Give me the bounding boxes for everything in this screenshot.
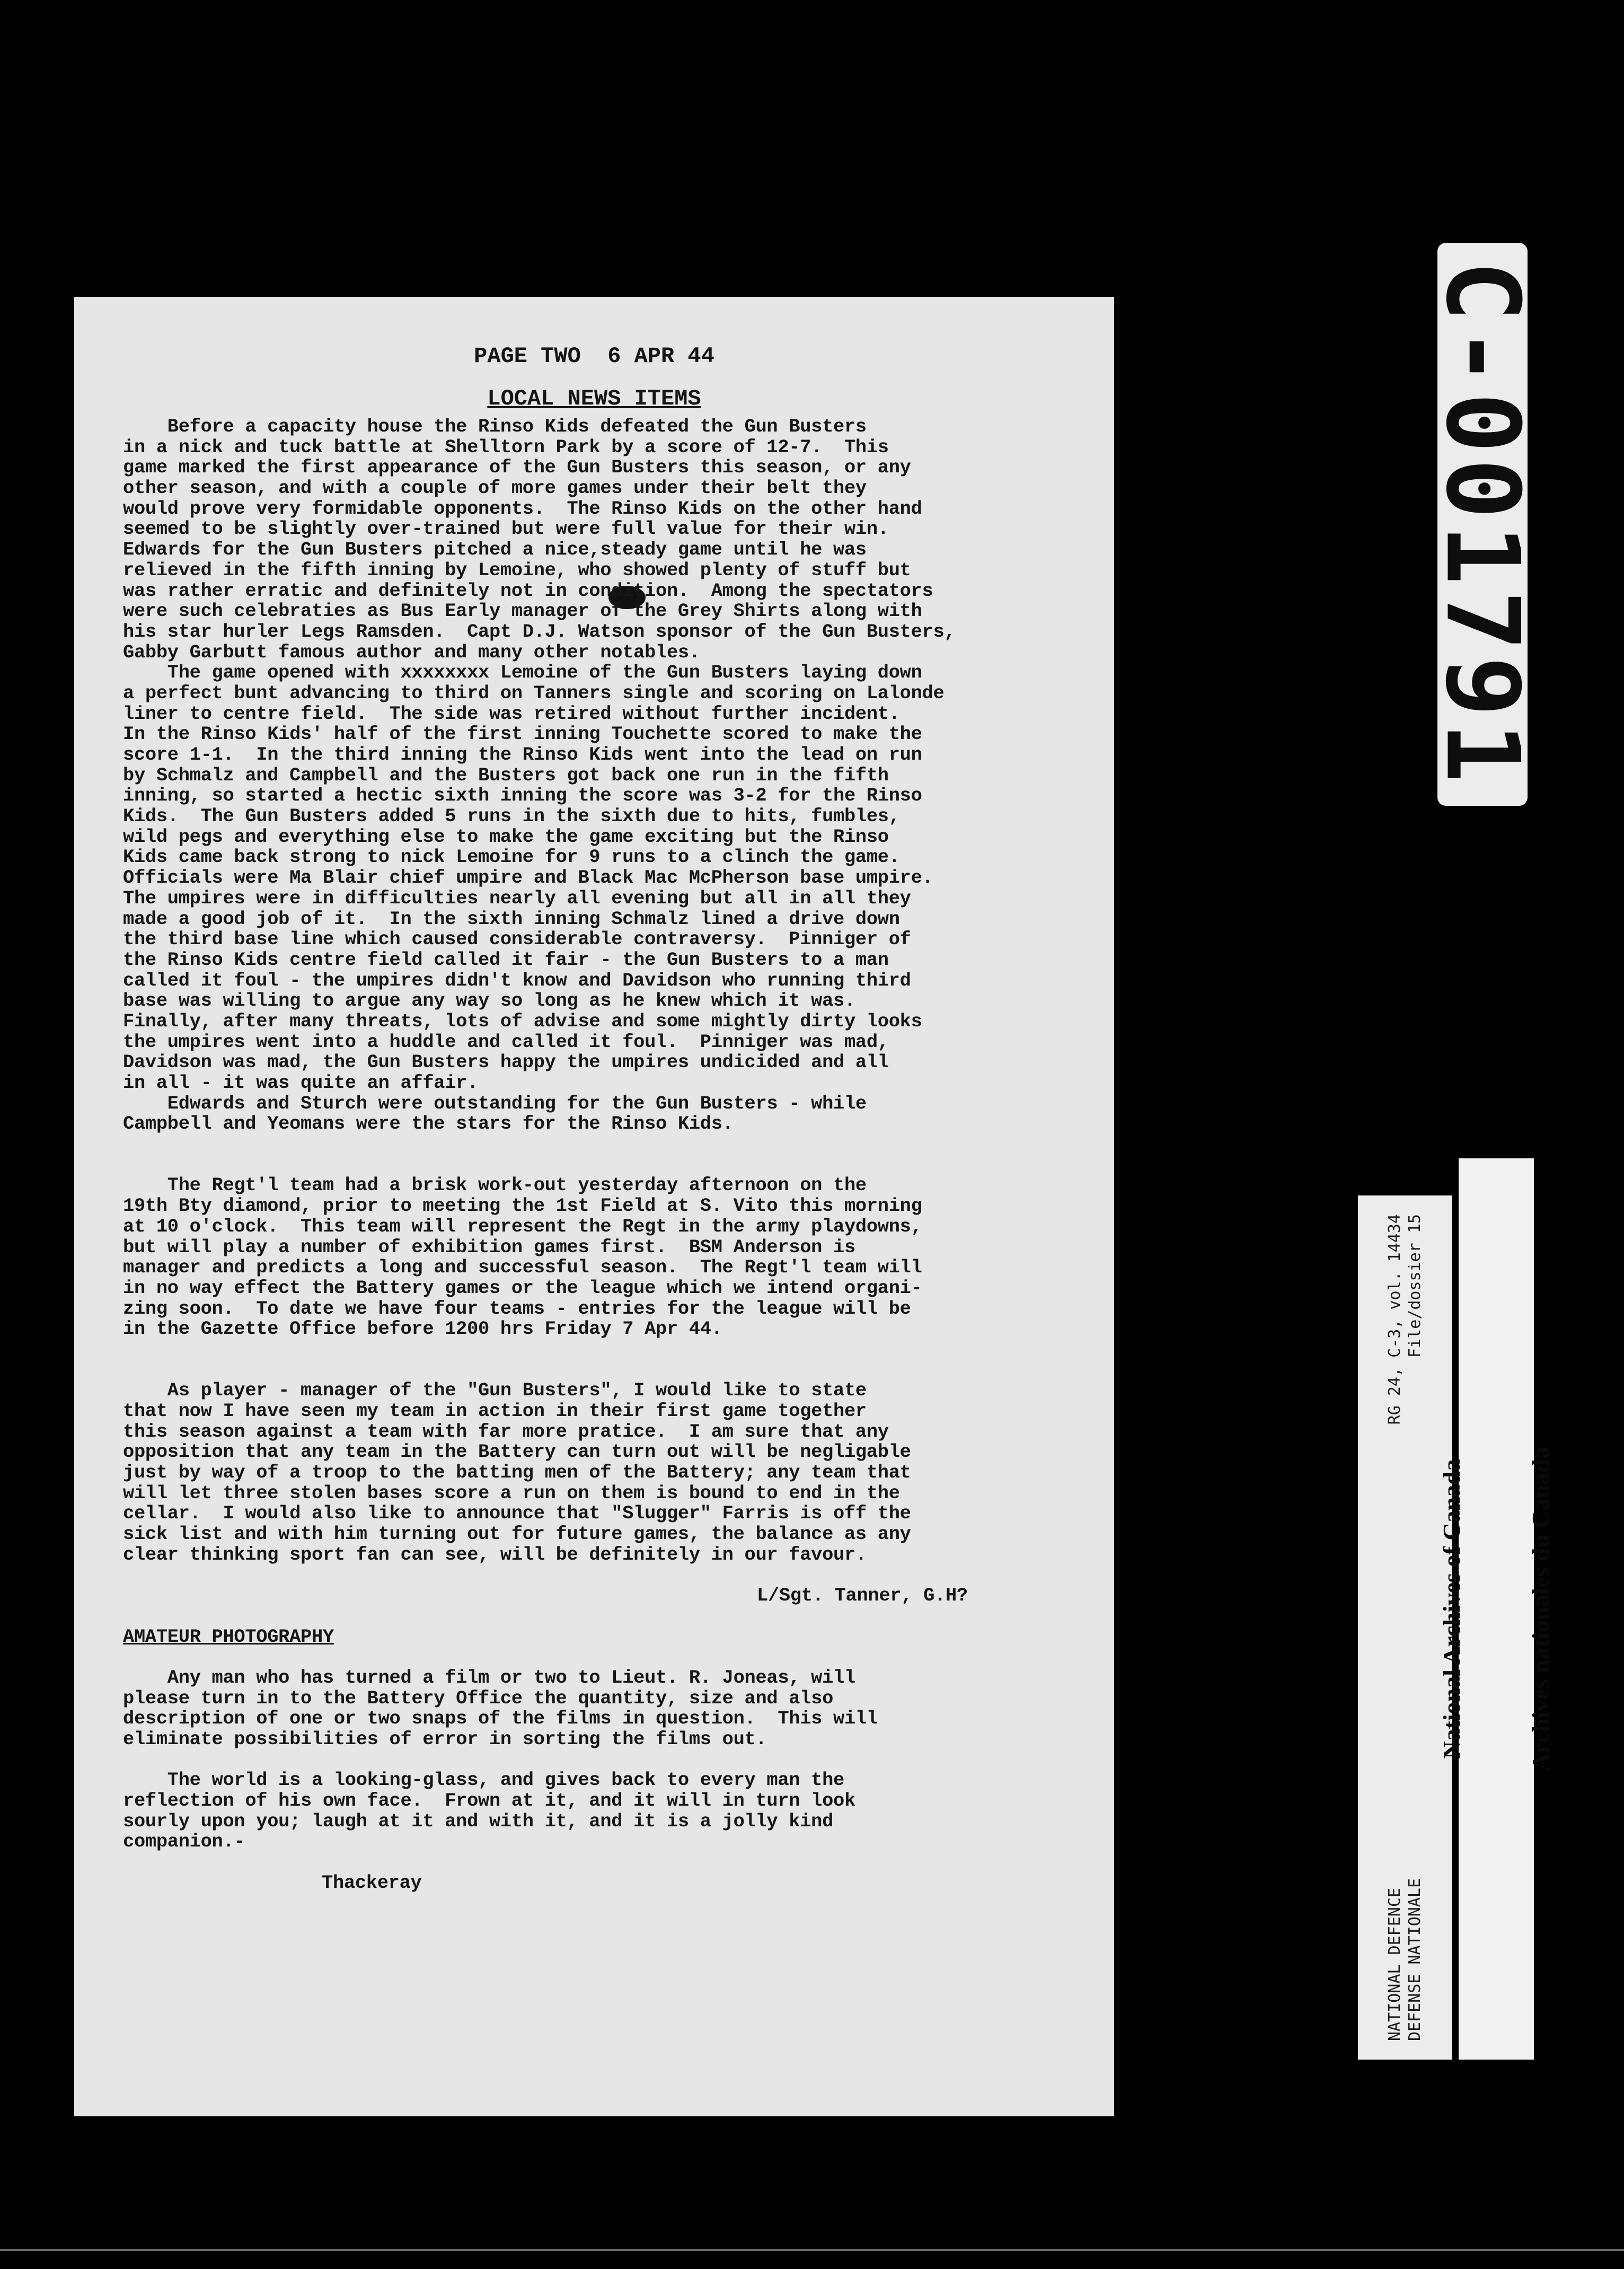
text-line: Kids came back strong to nick Lemoine for 9 runs to a clinch the game. <box>123 847 900 868</box>
text-line: just by way of a troop to the batting men of the Battery; any team that <box>123 1462 911 1484</box>
text-line: a perfect bunt advancing to third on Tanners single and scoring on Lalonde <box>123 682 945 704</box>
text-line: score 1-1. In the third inning the Rinso Kids went into the lead on run <box>123 744 922 766</box>
section-title: LOCAL NEWS ITEMS <box>487 386 701 411</box>
text-line: in a nick and tuck battle at Shelltorn Park by a score of 12-7. This <box>123 436 889 458</box>
subsection-heading: AMATEUR PHOTOGRAPHY <box>123 1626 334 1648</box>
agency-english: NATIONAL DEFENCE <box>1385 1888 1404 2041</box>
text-line: his star hurler Legs Ramsden. Capt D.J. Watson sponsor of the Gun Busters, <box>123 621 956 643</box>
text-line: the umpires went into a huddle and called it foul. Pinniger was mad, <box>123 1031 889 1053</box>
record-reference: RG 24, C-3, vol. 14434 <box>1385 1214 1404 1425</box>
text-line: Before a capacity house the Rinso Kids defeated the Gun Busters <box>123 416 867 437</box>
text-line: Gabby Garbutt famous author and many other notables. <box>123 641 700 663</box>
text-line: please turn in to the Battery Office the quantity, size and also <box>123 1687 834 1709</box>
text-line: but will play a number of exhibition games first. BSM Anderson is <box>123 1236 855 1258</box>
text-line: would prove very formidable opponents. The Rinso Kids on the other hand <box>123 498 922 520</box>
archives-name-english: National Archives of Canada <box>1438 1459 1465 1759</box>
agency-french: DEFENSE NATIONALE <box>1406 1878 1424 2041</box>
archives-label <box>1438 1158 1554 2060</box>
text-line: manager and predicts a long and successful season. The Regt'l team will <box>123 1257 922 1279</box>
text-line: will let three stolen bases score a run on them is bound to end in the <box>123 1482 900 1504</box>
film-edge-line <box>0 2249 1624 2251</box>
text-line: seemed to be slightly over-trained but were full value for their win. <box>123 518 889 540</box>
text-line: opposition that any team in the Battery can turn out will be negligable <box>123 1441 911 1463</box>
article-amateur-photography <box>123 1627 1113 1750</box>
text-line: 19th Bty diamond, prior to meeting the 1st Field at S. Vito this morning <box>123 1195 922 1217</box>
text-line: liner to centre field. The side was retired without further incident. <box>123 703 900 725</box>
archives-name-french: Archives nationales du Canada <box>1527 1447 1554 1771</box>
text-line: The game opened with xxxxxxxx Lemoine of the Gun Busters laying down <box>123 662 922 684</box>
text-line: this season against a team with far more pratice. I am sure that any <box>123 1421 889 1443</box>
text-line: the Rinso Kids centre field called it fair - the Gun Busters to a man <box>123 949 889 971</box>
text-line: in no way effect the Battery games or the league which we intend organi- <box>123 1277 922 1299</box>
text-line: made a good job of it. In the sixth inning Schmalz lined a drive down <box>123 908 900 930</box>
text-line: Davidson was mad, the Gun Busters happy the umpires undicided and all <box>123 1052 889 1074</box>
text-line: clear thinking sport fan can see, will be definitely in our favour. <box>123 1544 867 1566</box>
text-line: Kids. The Gun Busters added 5 runs in the sixth due to hits, fumbles, <box>123 806 900 828</box>
text-line: Any man who has turned a film or two to Lieut. R. Joneas, will <box>123 1667 855 1688</box>
text-line: Edwards for the Gun Busters pitched a nice,steady game until he was <box>123 539 867 561</box>
signature-line: L/Sgt. Tanner, G.H? <box>757 1585 968 1607</box>
closing-quote <box>123 1770 1113 1893</box>
frame-number-label <box>1424 243 1541 806</box>
text-line: sick list and with him turning out for future games, the balance as any <box>123 1524 911 1545</box>
typed-document-page <box>74 297 1114 2116</box>
text-line: in the Gazette Office before 1200 hrs Friday 7 Apr 44. <box>123 1318 722 1340</box>
page-heading: PAGE TWO 6 APR 44 <box>474 344 714 369</box>
text-line: by Schmalz and Campbell and the Busters got back one run in the fifth <box>123 764 889 786</box>
text-line: cellar. I would also like to announce that "Slugger" Farris is off the <box>123 1503 911 1525</box>
text-line: Edwards and Sturch were outstanding for the Gun Busters - while <box>123 1093 867 1114</box>
text-line: description of one or two snaps of the films in question. This will <box>123 1708 878 1730</box>
text-line: was rather erratic and definitely not in condition. Among the spectators <box>123 580 933 602</box>
text-line: Officials were Ma Blair chief umpire and Black Mac McPherson base umpire. <box>123 867 933 889</box>
file-reference: File/dossier 15 <box>1406 1214 1424 1358</box>
text-line: sourly upon you; laugh at it and with it, and it is a jolly kind <box>123 1810 834 1832</box>
document-body <box>123 417 1113 1894</box>
article-player-manager <box>123 1380 1113 1606</box>
text-line: called it foul - the umpires didn't know and Davidson who running third <box>123 970 911 991</box>
text-line: Finally, after many threats, lots of advise and some mightly dirty looks <box>123 1010 922 1032</box>
text-line: were such celebraties as Bus Early manager of the Grey Shirts along with <box>123 601 922 622</box>
text-line: game marked the first appearance of the Gun Busters this season, or any <box>123 457 911 479</box>
text-line: base was willing to argue any way so long as he knew which it was. <box>123 990 855 1012</box>
quote-attribution: Thackeray <box>322 1872 422 1894</box>
text-line: In the Rinso Kids' half of the first inning Touchette scored to make the <box>123 724 922 745</box>
text-line: that now I have seen my team in action in their first game together <box>123 1401 867 1422</box>
text-line: inning, so started a hectic sixth inning the score was 3-2 for the Rinso <box>123 785 922 807</box>
text-line: relieved in the fifth inning by Lemoine, who showed plenty of stuff but <box>123 559 911 581</box>
frame-number: C-001791 <box>1424 260 1541 788</box>
text-line: at 10 o'clock. This team will represent the Regt in the army playdowns, <box>123 1216 922 1237</box>
text-line: The world is a looking-glass, and gives back to every man the <box>123 1770 844 1791</box>
text-line: wild pegs and everything else to make the game exciting but the Rinso <box>123 826 889 848</box>
text-line: Campbell and Yeomans were the stars for the Rinso Kids. <box>123 1113 734 1135</box>
article-baseball-game <box>123 417 1113 1134</box>
text-line: reflection of his own face. Frown at it, and it will in turn look <box>123 1790 855 1812</box>
text-line: zing soon. To date we have four teams - entries for the league will be <box>123 1298 911 1320</box>
text-line: companion.- <box>123 1831 245 1853</box>
text-line: in all - it was quite an affair. <box>123 1072 479 1094</box>
text-line: As player - manager of the "Gun Busters", I would like to state <box>123 1380 867 1402</box>
text-line: The umpires were in difficulties nearly all evening but all in all they <box>123 887 911 909</box>
article-regimental-team <box>123 1175 1113 1340</box>
text-line: other season, and with a couple of more games under their belt they <box>123 478 867 499</box>
text-line: eliminate possibilities of error in sorting the films out. <box>123 1729 767 1750</box>
text-line: the third base line which caused considerable contraversy. Pinniger of <box>123 929 911 951</box>
text-line: The Regt'l team had a brisk work-out yesterday afternoon on the <box>123 1175 867 1197</box>
